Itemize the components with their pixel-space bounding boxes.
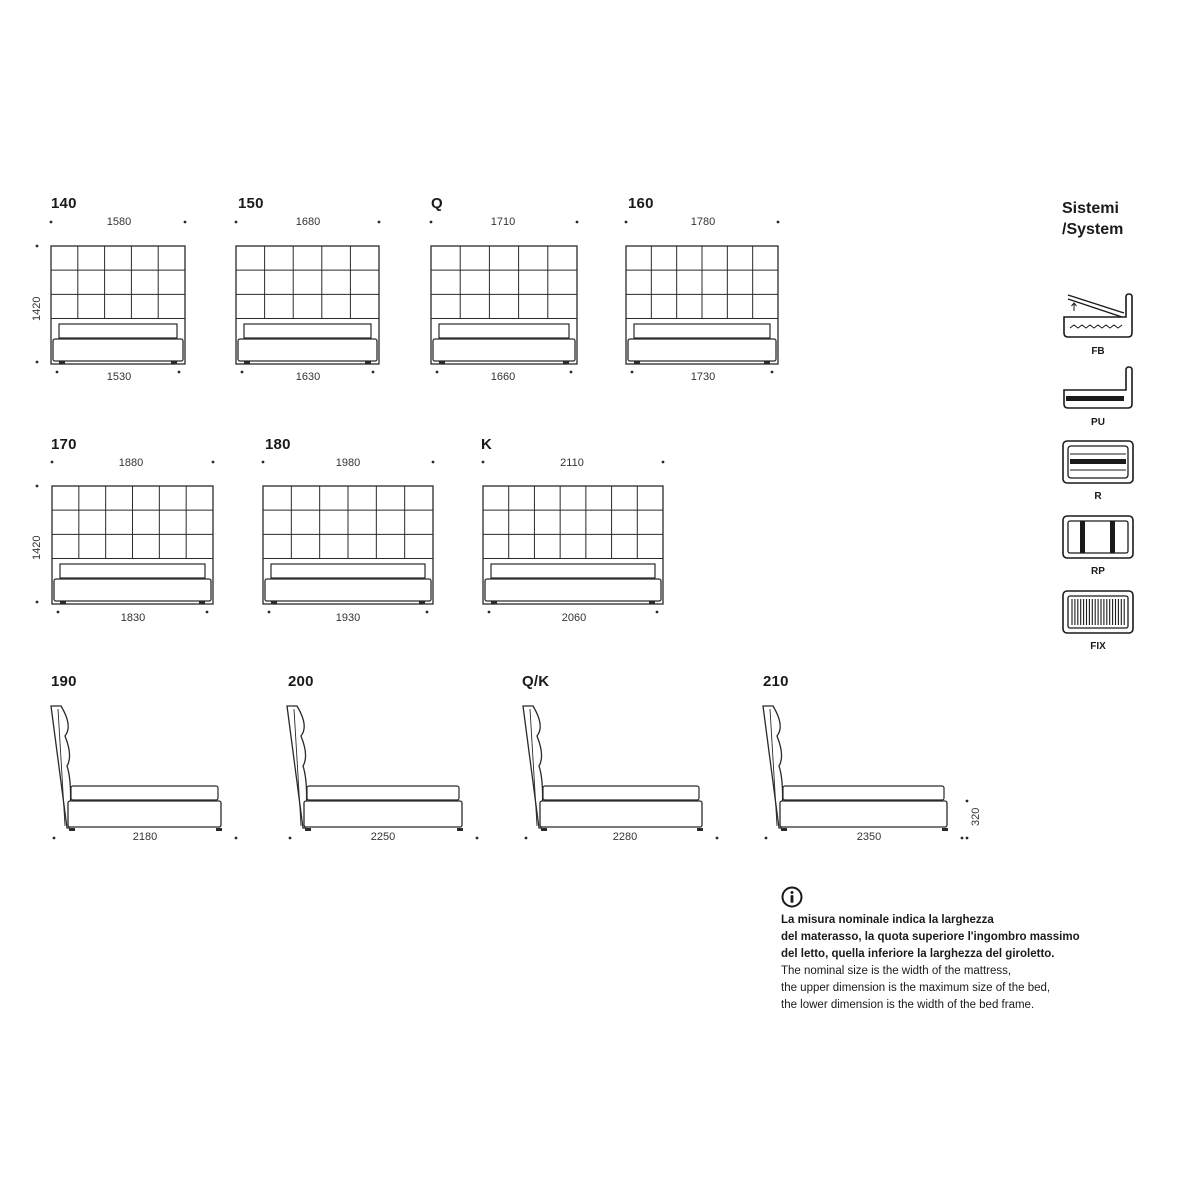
dimension-marker bbox=[430, 221, 433, 224]
system-code-pu: PU bbox=[1091, 417, 1105, 428]
dimension-marker bbox=[777, 221, 780, 224]
mattress bbox=[439, 324, 569, 338]
dimension-marker bbox=[36, 601, 39, 604]
mattress bbox=[634, 324, 770, 338]
headboard-outline bbox=[52, 486, 213, 604]
dimension-marker bbox=[178, 371, 181, 374]
bed-foot bbox=[271, 601, 277, 604]
dimension-marker bbox=[36, 485, 39, 488]
systems-title bbox=[1062, 198, 1123, 240]
dimension-marker bbox=[36, 245, 39, 248]
bed-foot bbox=[244, 361, 250, 364]
dimension-marker bbox=[432, 461, 435, 464]
system-rp bbox=[1062, 515, 1134, 577]
dimension-marker bbox=[966, 837, 969, 840]
dimension-marker bbox=[268, 611, 271, 614]
dimension-marker bbox=[961, 837, 964, 840]
system-fb bbox=[1062, 291, 1134, 357]
bed-foot bbox=[764, 361, 770, 364]
adjustable-base-icon bbox=[1062, 515, 1134, 559]
bed-foot bbox=[365, 361, 371, 364]
dimension-marker bbox=[235, 221, 238, 224]
bed-foot bbox=[419, 601, 425, 604]
bed-foot bbox=[649, 601, 655, 604]
size-note bbox=[781, 886, 1161, 1014]
dimension-marker bbox=[235, 837, 238, 840]
bed-foot bbox=[634, 361, 640, 364]
platform-icon bbox=[1062, 366, 1134, 410]
bed-frame bbox=[238, 339, 377, 361]
size-label-160: 160 bbox=[628, 195, 654, 212]
headboard-inner-line bbox=[770, 709, 777, 826]
bed-frame bbox=[485, 579, 661, 601]
lower-dimension-170: 1830 bbox=[120, 612, 146, 624]
mattress-side bbox=[307, 786, 459, 800]
headboard-profile bbox=[763, 706, 783, 828]
lower-dimension-180: 1930 bbox=[335, 612, 361, 624]
note-en-line-1: The nominal size is the width of the mattress, bbox=[781, 965, 1012, 977]
frame-height-dimension: 320 bbox=[970, 807, 982, 826]
headboard-outline bbox=[263, 486, 433, 604]
bed-foot bbox=[59, 361, 65, 364]
headboard-outline bbox=[431, 246, 577, 364]
mattress bbox=[60, 564, 205, 578]
size-label-210: 210 bbox=[763, 673, 789, 690]
note-en-line-3: the lower dimension is the width of the bed frame. bbox=[781, 999, 1035, 1011]
system-code-rp: RP bbox=[1091, 566, 1105, 577]
fixed-slats-icon bbox=[1062, 590, 1134, 634]
size-label-q-k: Q/K bbox=[522, 673, 550, 690]
dimension-marker bbox=[51, 461, 54, 464]
dimension-marker bbox=[625, 221, 628, 224]
info-icon bbox=[781, 886, 803, 908]
note-it-line-1: La misura nominale indica la larghezza bbox=[781, 914, 994, 926]
dimension-marker bbox=[488, 611, 491, 614]
bed-foot bbox=[216, 828, 222, 831]
mattress bbox=[491, 564, 655, 578]
bed-foot bbox=[60, 601, 66, 604]
bed-foot bbox=[171, 361, 177, 364]
bed-frame bbox=[433, 339, 575, 361]
dimension-marker bbox=[631, 371, 634, 374]
bed-foot bbox=[541, 828, 547, 831]
dimension-marker bbox=[184, 221, 187, 224]
headboard-outline bbox=[626, 246, 778, 364]
dimension-marker bbox=[289, 837, 292, 840]
upper-dimension-160: 1780 bbox=[690, 216, 716, 228]
note-it-line-3: del letto, quella inferiore la larghezza del giroletto. bbox=[781, 948, 1055, 960]
mattress-side bbox=[71, 786, 218, 800]
frame-side bbox=[68, 801, 221, 827]
headboard-profile bbox=[287, 706, 307, 828]
lower-dimension-150: 1630 bbox=[295, 371, 321, 383]
height-dimension-140: 1420 bbox=[31, 296, 43, 321]
system-code-fb: FB bbox=[1091, 346, 1105, 357]
size-label-170: 170 bbox=[51, 436, 77, 453]
size-label-140: 140 bbox=[51, 195, 77, 212]
size-label-190: 190 bbox=[51, 673, 77, 690]
size-label-k: K bbox=[481, 436, 493, 453]
dimension-marker bbox=[241, 371, 244, 374]
frame-side bbox=[304, 801, 462, 827]
bed-foot bbox=[199, 601, 205, 604]
dimension-marker bbox=[570, 371, 573, 374]
dimension-marker bbox=[576, 221, 579, 224]
lower-dimension-160: 1730 bbox=[690, 371, 716, 383]
dimension-marker bbox=[56, 371, 59, 374]
system-fix bbox=[1062, 590, 1134, 652]
bed-foot bbox=[781, 828, 787, 831]
length-dimension-210: 2350 bbox=[856, 831, 882, 843]
dimension-marker bbox=[50, 221, 53, 224]
bed-foot bbox=[439, 361, 445, 364]
systems-title-it: Sistemi bbox=[1062, 200, 1119, 217]
upper-dimension-140: 1580 bbox=[106, 216, 132, 228]
frame-side bbox=[780, 801, 947, 827]
bed-foot bbox=[942, 828, 948, 831]
upper-dimension-180: 1980 bbox=[335, 457, 361, 469]
dimension-marker bbox=[378, 221, 381, 224]
system-code-fix: FIX bbox=[1090, 641, 1106, 652]
dimension-marker bbox=[57, 611, 60, 614]
dimension-marker bbox=[436, 371, 439, 374]
bed-foot bbox=[457, 828, 463, 831]
dimension-marker bbox=[525, 837, 528, 840]
note-it-line-2: del materasso, la quota superiore l'ingombro massimo bbox=[781, 931, 1080, 943]
headboard-inner-line bbox=[530, 709, 537, 826]
mattress-side bbox=[543, 786, 699, 800]
mattress bbox=[59, 324, 177, 338]
mattress bbox=[271, 564, 425, 578]
system-r bbox=[1062, 440, 1134, 502]
upper-dimension-q: 1710 bbox=[490, 216, 516, 228]
bed-foot bbox=[563, 361, 569, 364]
length-dimension-q-k: 2280 bbox=[612, 831, 638, 843]
bed-frame bbox=[54, 579, 211, 601]
systems-title-en: /System bbox=[1062, 221, 1124, 238]
frame-side bbox=[540, 801, 702, 827]
bed-foot bbox=[491, 601, 497, 604]
bed-foot bbox=[69, 828, 75, 831]
height-dimension-170: 1420 bbox=[31, 535, 43, 560]
bed-foot bbox=[697, 828, 703, 831]
upper-dimension-170: 1880 bbox=[118, 457, 144, 469]
storage-lift-icon bbox=[1062, 291, 1134, 339]
headboard-outline bbox=[236, 246, 379, 364]
dimension-marker bbox=[656, 611, 659, 614]
length-dimension-190: 2180 bbox=[132, 831, 158, 843]
dimension-marker bbox=[716, 837, 719, 840]
bed-frame bbox=[265, 579, 431, 601]
size-label-q: Q bbox=[431, 195, 443, 212]
bed-foot bbox=[305, 828, 311, 831]
headboard-inner-line bbox=[58, 709, 65, 826]
headboard-profile bbox=[51, 706, 71, 828]
dimension-marker bbox=[426, 611, 429, 614]
dimension-marker bbox=[476, 837, 479, 840]
dimension-marker bbox=[771, 371, 774, 374]
note-en-line-2: the upper dimension is the maximum size of the bed, bbox=[781, 982, 1051, 994]
headboard-inner-line bbox=[294, 709, 301, 826]
dimension-marker bbox=[36, 361, 39, 364]
dimension-marker bbox=[262, 461, 265, 464]
lower-dimension-k: 2060 bbox=[561, 612, 587, 624]
system-pu bbox=[1062, 366, 1134, 428]
size-label-150: 150 bbox=[238, 195, 264, 212]
bed-frame bbox=[53, 339, 183, 361]
bed-frame bbox=[628, 339, 776, 361]
headboard-outline bbox=[483, 486, 663, 604]
headboard-outline bbox=[51, 246, 185, 364]
mattress-side bbox=[783, 786, 944, 800]
lower-dimension-q: 1660 bbox=[490, 371, 516, 383]
dimension-marker bbox=[53, 837, 56, 840]
dimension-marker bbox=[482, 461, 485, 464]
size-label-180: 180 bbox=[265, 436, 291, 453]
dimension-marker bbox=[662, 461, 665, 464]
length-dimension-200: 2250 bbox=[370, 831, 396, 843]
dimension-marker bbox=[765, 837, 768, 840]
dimension-marker bbox=[212, 461, 215, 464]
upper-dimension-150: 1680 bbox=[295, 216, 321, 228]
headboard-profile bbox=[523, 706, 543, 828]
dimension-marker bbox=[966, 800, 969, 803]
dimension-marker bbox=[372, 371, 375, 374]
upper-dimension-k: 2110 bbox=[560, 457, 584, 469]
slatted-base-icon bbox=[1062, 440, 1134, 484]
lower-dimension-140: 1530 bbox=[106, 371, 132, 383]
size-label-200: 200 bbox=[288, 673, 314, 690]
mattress bbox=[244, 324, 371, 338]
system-code-r: R bbox=[1094, 491, 1102, 502]
dimension-marker bbox=[206, 611, 209, 614]
